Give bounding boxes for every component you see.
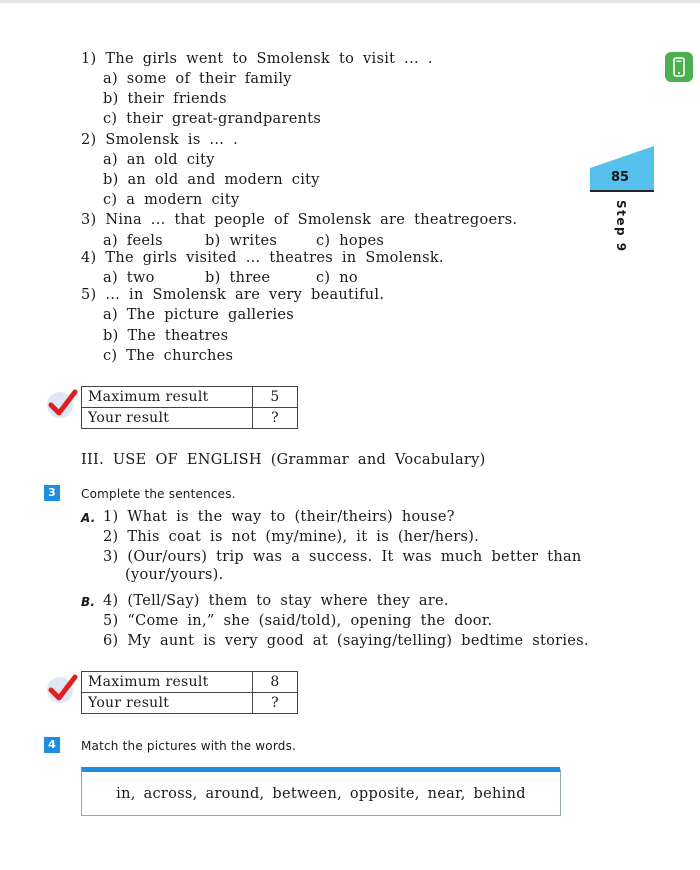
q4-option-a: a) two <box>103 270 155 286</box>
top-divider <box>0 0 700 3</box>
q5-stem: 5) ... in Smolensk are very beautiful. <box>81 287 385 303</box>
exercise-3-badge: 3 <box>44 485 60 501</box>
your-result-label: Your result <box>82 408 253 429</box>
q1-stem: 1) The girls went to Smolensk to visit ... . <box>81 51 433 67</box>
q4-stem: 4) The girls visited ... theatres in Smolensk. <box>81 250 444 266</box>
your-result-value[interactable]: ? <box>253 408 298 429</box>
q3-option-a: a) feels <box>103 233 163 249</box>
result-table-2 <box>81 671 298 714</box>
q2-option-c: c) a modern city <box>103 192 240 208</box>
max-result-value: 8 <box>253 672 298 693</box>
page-number: 85 <box>610 170 630 185</box>
q5-option-c: c) The churches <box>103 348 234 364</box>
q1-option-b: b) their friends <box>103 91 227 107</box>
section-title: III. USE OF ENGLISH (Grammar and Vocabulary) <box>81 452 486 468</box>
q5-option-a: a) The picture galleries <box>103 307 295 323</box>
max-result-label: Maximum result <box>82 387 253 408</box>
q1-option-c: c) their great-grandparents <box>103 111 322 127</box>
result-table-1 <box>81 386 298 429</box>
part-a-label: A. <box>81 511 96 525</box>
step-label: Step 9 <box>614 200 628 253</box>
sentence-5: 5) “Come in,” she (said/told), opening the door. <box>103 613 493 629</box>
sentence-4: 4) (Tell/Say) them to stay where they are. <box>103 593 449 609</box>
q2-option-b: b) an old and modern city <box>103 172 320 188</box>
max-result-value: 5 <box>253 387 298 408</box>
q3-option-c: c) hopes <box>316 233 385 249</box>
your-result-label: Your result <box>82 693 253 714</box>
q2-stem: 2) Smolensk is ... . <box>81 132 239 148</box>
sentence-6: 6) My aunt is very good at (saying/telling) bedtime stories. <box>103 633 589 649</box>
q3-stem: 3) Nina ... that people of Smolensk are theatregoers. <box>81 212 518 228</box>
q4-option-b: b) three <box>205 270 271 286</box>
q1-option-a: a) some of their family <box>103 71 292 87</box>
q5-option-b: b) The theatres <box>103 328 229 344</box>
word-list: in, across, around, between, opposite, near, behind <box>116 786 526 802</box>
max-result-label: Maximum result <box>82 672 253 693</box>
phone-icon[interactable] <box>665 52 693 82</box>
sentence-3-cont: (your/yours). <box>125 567 224 583</box>
part-b-label: B. <box>81 595 96 609</box>
sentence-1: 1) What is the way to (their/theirs) house? <box>103 509 455 525</box>
q2-option-a: a) an old city <box>103 152 215 168</box>
exercise-4-badge: 4 <box>44 737 60 753</box>
q4-option-c: c) no <box>316 270 358 286</box>
check-icon <box>44 671 80 707</box>
page-tab-divider <box>590 190 654 192</box>
your-result-value[interactable]: ? <box>253 693 298 714</box>
exercise-3-instruction: Complete the sentences. <box>81 487 236 501</box>
q3-option-b: b) writes <box>205 233 278 249</box>
check-icon <box>44 386 80 422</box>
sentence-2: 2) This coat is not (my/mine), it is (her/hers). <box>103 529 480 545</box>
sentence-3: 3) (Our/ours) trip was a success. It was much better than <box>103 549 582 565</box>
exercise-4-instruction: Match the pictures with the words. <box>81 739 297 753</box>
